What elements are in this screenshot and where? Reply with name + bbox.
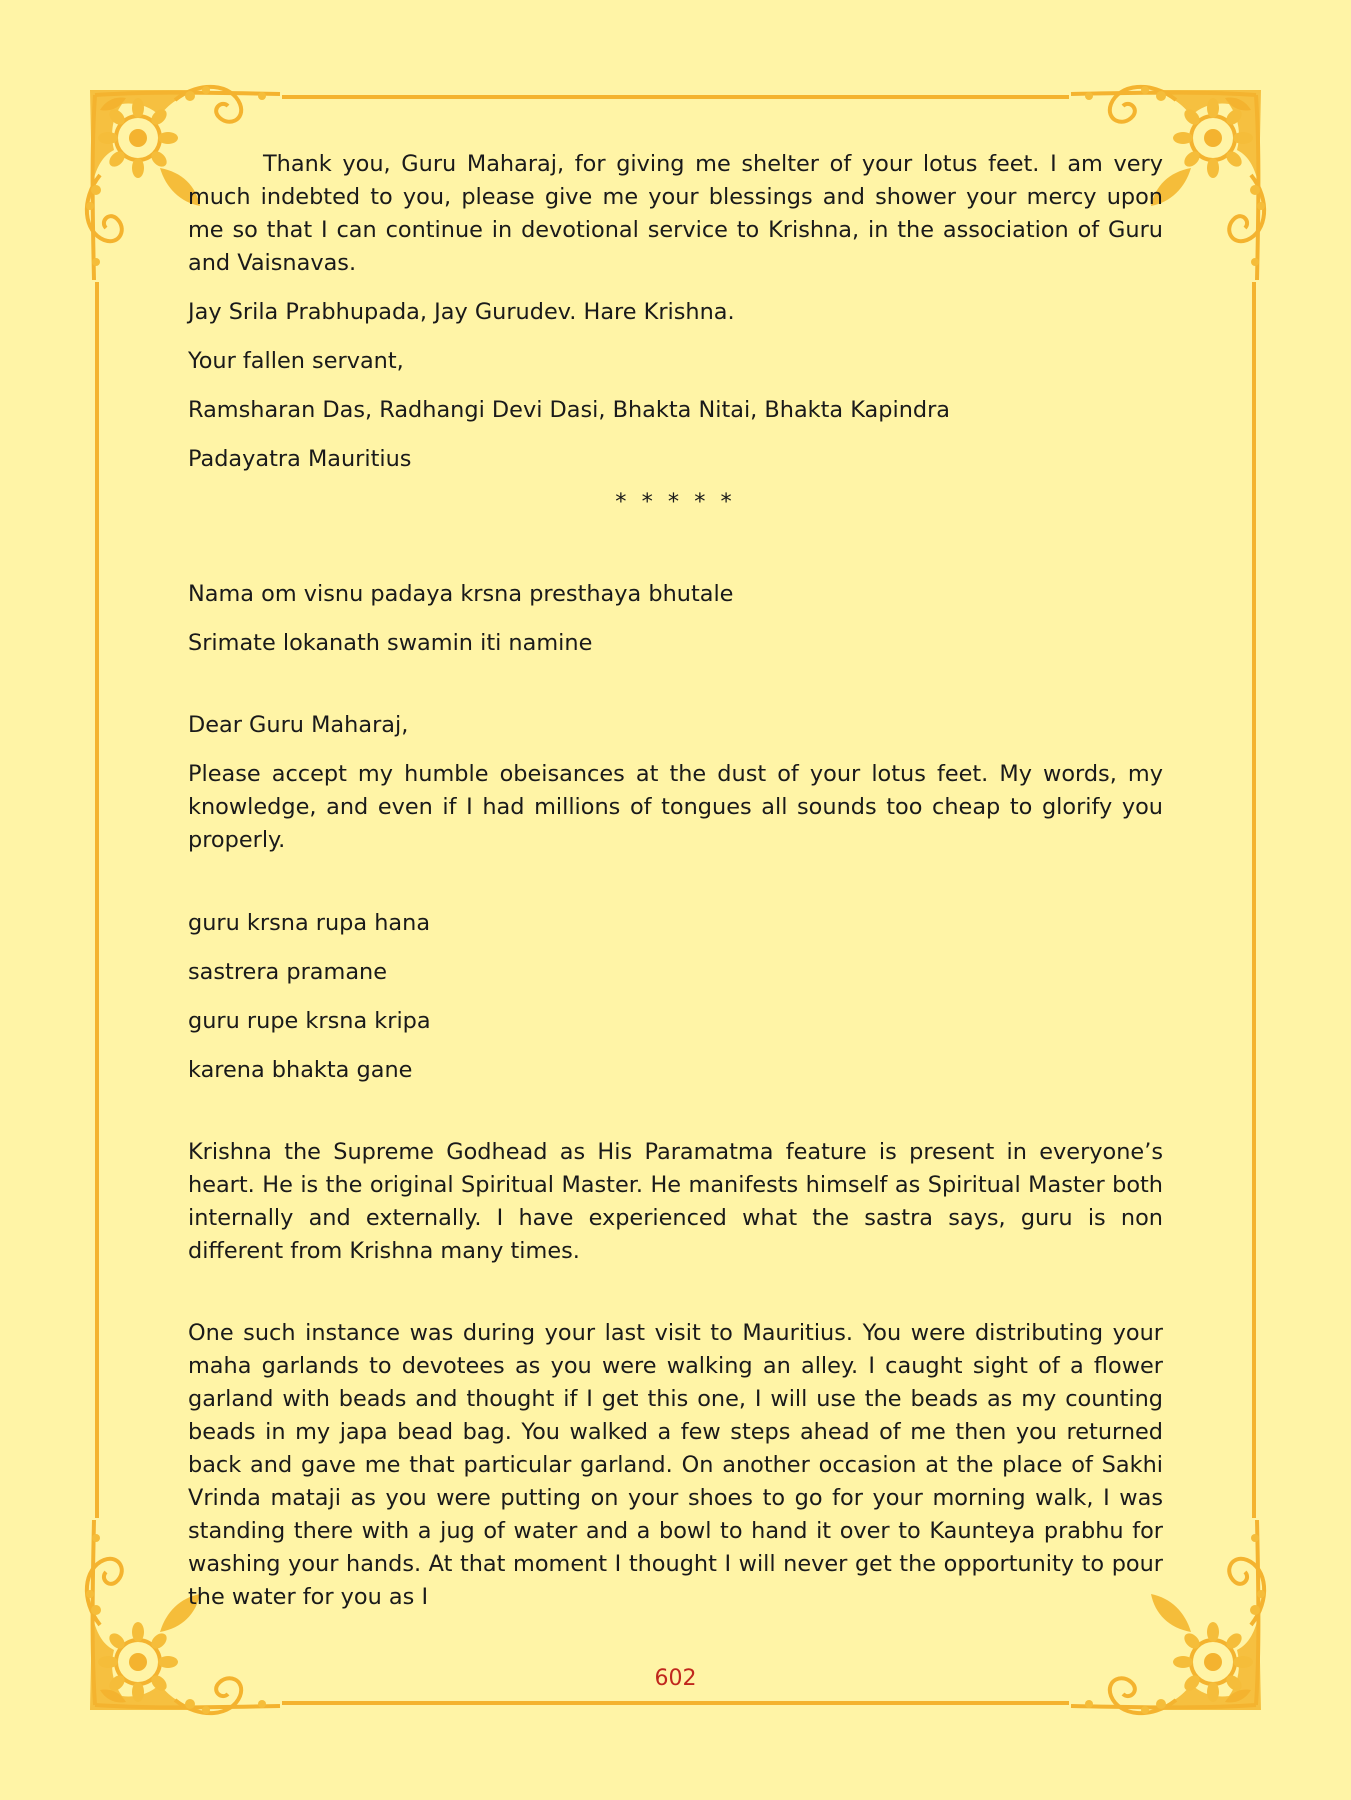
- page-content: [188, 148, 1163, 1614]
- letter-paragraph-2: Krishna the Supreme Godhead as His Paramatma feature is present in everyone’s heart. He is the original Spiritual Master. He manifests himself as Spiritual Master both internally and externally. I have experienced what the sastra says, guru is non different from Krishna many times.: [188, 1139, 1163, 1264]
- signatory-names: Ramsharan Das, Radhangi Devi Dasi, Bhakta Nitai, Bhakta Kapindra: [188, 397, 951, 423]
- signatory-location: Padayatra Mauritius: [188, 446, 412, 472]
- section-separator: * * * * *: [615, 489, 736, 515]
- closing-paragraph: Thank you, Guru Maharaj, for giving me shelter of your lotus feet. I am very much indebted to you, please give me your blessings and shower your mercy upon me so that I can continue in devotional service to Krishna, in the association of Guru and Vaisnavas.: [188, 151, 1163, 276]
- signoff: Your fallen servant,: [188, 348, 404, 374]
- verse-line-1: guru krsna rupa hana: [188, 910, 431, 936]
- letter-greeting: Dear Guru Maharaj,: [188, 712, 409, 738]
- mantra-line-1: Nama om visnu padaya krsna presthaya bhutale: [188, 581, 734, 607]
- mantra-line-2: Srimate lokanath swamin iti namine: [188, 630, 593, 656]
- verse-line-3: guru rupe krsna kripa: [188, 1008, 431, 1034]
- verse-line-4: karena bhakta gane: [188, 1057, 413, 1083]
- salutation: Jay Srila Prabhupada, Jay Gurudev. Hare Krishna.: [188, 299, 735, 325]
- letter-paragraph-1: Please accept my humble obeisances at the dust of your lotus feet. My words, my knowledge, and even if I had millions of tongues all sounds too cheap to glorify you properly.: [188, 761, 1163, 853]
- page-number: 602: [654, 1666, 697, 1691]
- letter-paragraph-3: One such instance was during your last visit to Mauritius. You were distributing your maha garlands to devotees as you were walking an alley. I caught sight of a flower garland with beads and thought if I get this one, I will use the beads as my counting beads in my japa bead bag. You walked a few steps ahead of me then you returned back and gave me that particular garland. On another occasion at the place of Sakhi Vrinda mataji as you were putting on your shoes to go for your morning walk, I was standing there with a jug of water and a bowl to hand it over to Kaunteya prabhu for washing your hands. At that moment I thought I will never get the opportunity to pour the water for you as I: [188, 1320, 1163, 1610]
- verse-line-2: sastrera pramane: [188, 959, 388, 985]
